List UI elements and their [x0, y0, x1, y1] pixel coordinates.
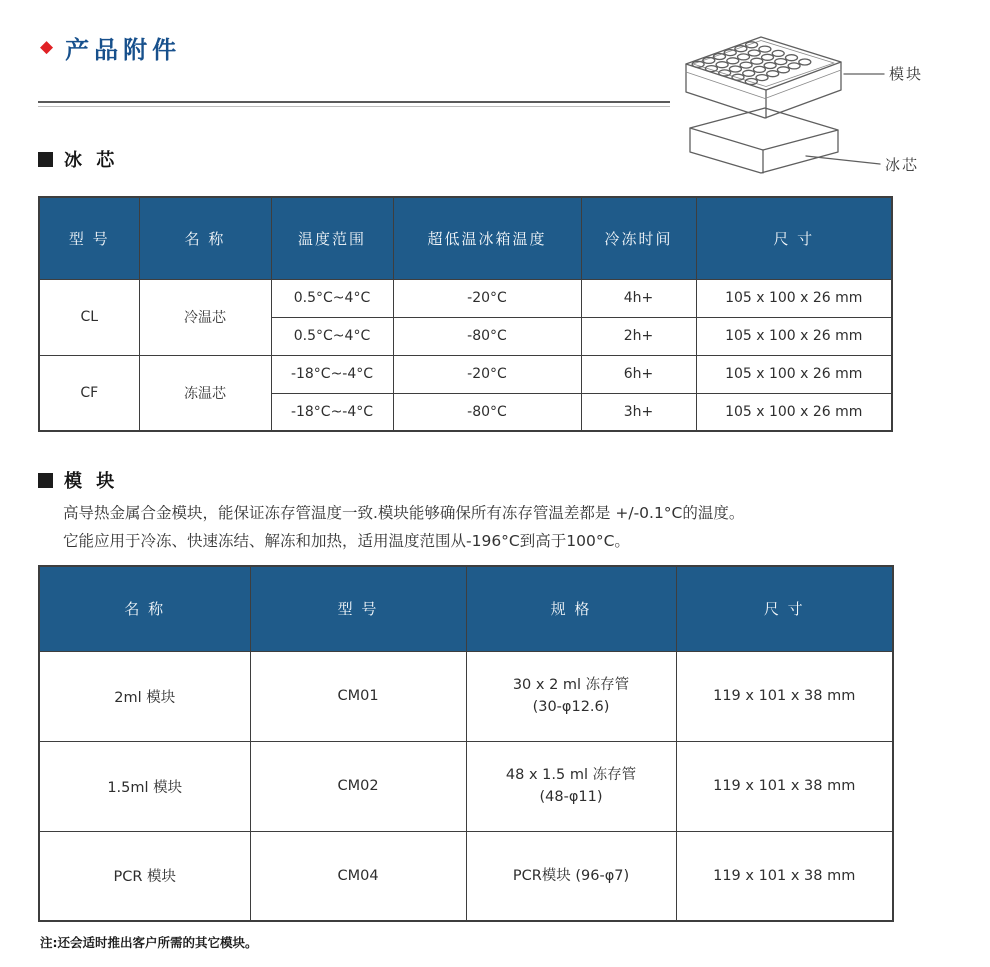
- cell-model: CL: [39, 279, 139, 355]
- table-row: [39, 279, 892, 317]
- col-header-name: 名 称: [39, 566, 250, 651]
- icecore-top-face: [690, 108, 838, 150]
- cell-name: 1.5ml 模块: [39, 741, 250, 831]
- icecore-table: [38, 196, 893, 432]
- module-icecore-diagram: [658, 12, 958, 184]
- module-rim: [693, 41, 834, 87]
- table-row: [39, 741, 893, 831]
- module-table-header-row: [39, 566, 893, 651]
- cell-name: 冻温芯: [139, 355, 271, 431]
- spec-line1: PCR模块 (96-φ7): [512, 867, 630, 884]
- cell-freezer: -80°C: [393, 393, 581, 431]
- section-heading-icecore: [38, 146, 118, 172]
- cell-size: 105 x 100 x 26 mm: [696, 279, 892, 317]
- col-header-freeze-time: 冷冻时间: [581, 197, 696, 279]
- cell-time: 3h+: [581, 393, 696, 431]
- module-table: [38, 565, 894, 922]
- icecore-label: 冰芯: [885, 156, 920, 174]
- cell-spec: [466, 831, 676, 921]
- cell-name: 2ml 模块: [39, 651, 250, 741]
- col-header-spec: 规 格: [466, 566, 676, 651]
- title-divider: [38, 101, 670, 107]
- spec-line2: (30-φ12.6): [532, 699, 610, 715]
- col-header-name: 名 称: [139, 197, 271, 279]
- cell-time: 4h+: [581, 279, 696, 317]
- col-header-model: 型 号: [39, 197, 139, 279]
- col-header-freezer-temp: 超低温冰箱温度: [393, 197, 581, 279]
- cell-model: CM04: [250, 831, 466, 921]
- cell-model: CF: [39, 355, 139, 431]
- cell-size: 105 x 100 x 26 mm: [696, 393, 892, 431]
- cell-spec: [466, 741, 676, 831]
- cell-freezer: -80°C: [393, 317, 581, 355]
- cell-range: -18°C~-4°C: [271, 355, 393, 393]
- diamond-bullet-icon: ◆: [40, 37, 54, 57]
- square-bullet-icon: [38, 152, 53, 167]
- section-heading-module-text: 模 块: [64, 471, 119, 492]
- module-description-line1: 高导热金属合金模块，能保证冻存管温度一致.模块能够确保所有冻存管温差都是 +/-0.1°C的温度。: [63, 504, 745, 522]
- col-header-size: 尺 寸: [676, 566, 893, 651]
- section-heading-module: [38, 467, 118, 493]
- table-row: [39, 651, 893, 741]
- module-label: 模块: [889, 65, 924, 83]
- section-heading-icecore-text: 冰 芯: [64, 150, 119, 171]
- col-header-model: 型 号: [250, 566, 466, 651]
- module-wells: [692, 42, 811, 85]
- cell-size: 119 x 101 x 38 mm: [676, 741, 893, 831]
- cell-time: 6h+: [581, 355, 696, 393]
- square-bullet-icon: [38, 473, 53, 488]
- module-description-line2: 它能应用于冷冻、快速冻结、解冻和加热，适用温度范围从-196°C到高于100°C。: [63, 532, 630, 550]
- footnote: 注:还会适时推出客户所需的其它模块。: [40, 935, 258, 950]
- page-title: [40, 30, 181, 65]
- table-row: [39, 831, 893, 921]
- cell-spec: [466, 651, 676, 741]
- cell-size: 119 x 101 x 38 mm: [676, 651, 893, 741]
- cell-name: PCR 模块: [39, 831, 250, 921]
- cell-size: 105 x 100 x 26 mm: [696, 317, 892, 355]
- icecore-table-header-row: [39, 197, 892, 279]
- spec-line1: 30 x 2 ml 冻存管: [512, 677, 630, 693]
- cell-size: 119 x 101 x 38 mm: [676, 831, 893, 921]
- cell-range: -18°C~-4°C: [271, 393, 393, 431]
- cell-range: 0.5°C~4°C: [271, 317, 393, 355]
- icecore-leader-line: [806, 156, 880, 164]
- table-row: [39, 355, 892, 393]
- cell-model: CM01: [250, 651, 466, 741]
- module-description: [63, 499, 744, 555]
- spec-line1: 48 x 1.5 ml 冻存管: [505, 767, 637, 783]
- cell-name: 冷温芯: [139, 279, 271, 355]
- page-title-text: 产品附件: [65, 36, 182, 64]
- cell-range: 0.5°C~4°C: [271, 279, 393, 317]
- col-header-temp-range: 温度范围: [271, 197, 393, 279]
- spec-line2: (48-φ11): [539, 789, 603, 805]
- cell-size: 105 x 100 x 26 mm: [696, 355, 892, 393]
- col-header-size: 尺 寸: [696, 197, 892, 279]
- cell-freezer: -20°C: [393, 355, 581, 393]
- cell-model: CM02: [250, 741, 466, 831]
- cell-freezer: -20°C: [393, 279, 581, 317]
- cell-time: 2h+: [581, 317, 696, 355]
